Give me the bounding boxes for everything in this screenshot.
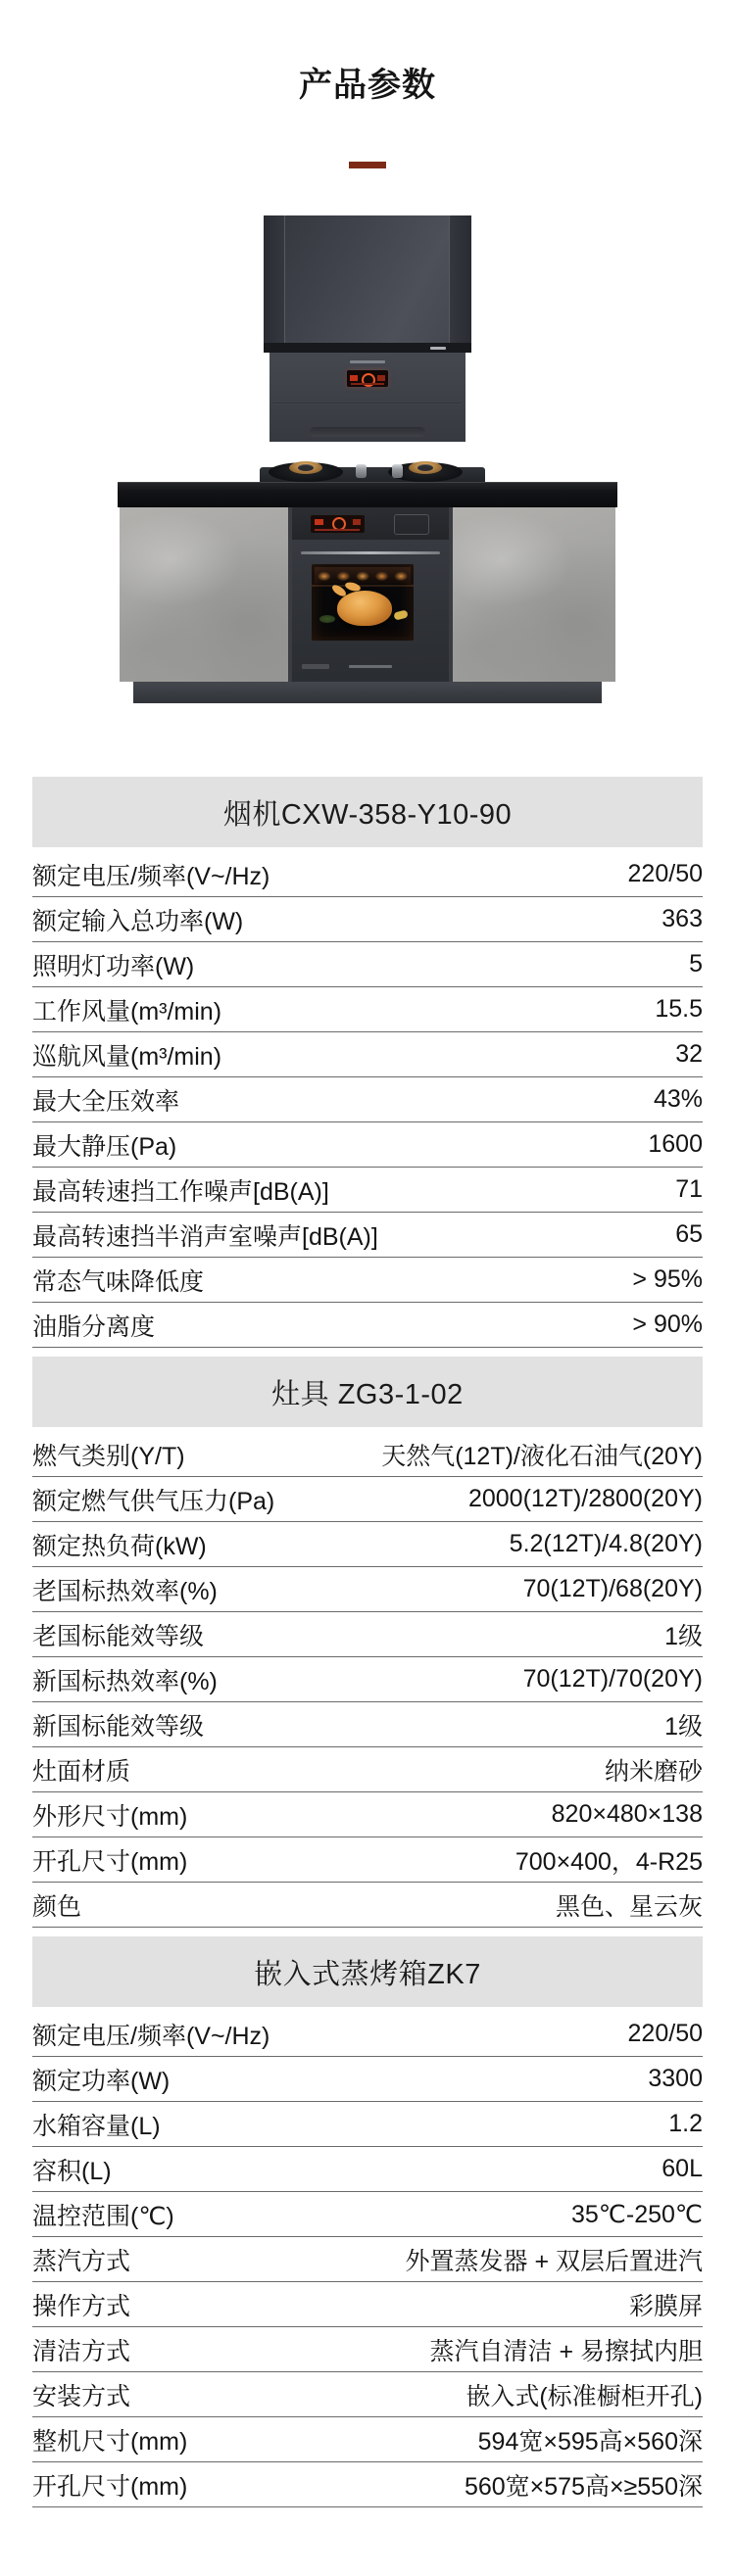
burner-cap xyxy=(417,464,433,471)
spec-row xyxy=(32,1567,703,1612)
spec-row xyxy=(32,1303,703,1348)
spec-row xyxy=(32,897,703,942)
spec-rows xyxy=(32,847,703,1348)
hood-logo-mark xyxy=(350,360,385,363)
spec-value: 594宽×595高×560深 xyxy=(477,2427,703,2456)
spec-label: 老国标热效率(%) xyxy=(32,1577,218,1605)
spec-label: 常态气味降低度 xyxy=(32,1267,205,1296)
range-hood-image xyxy=(264,215,471,442)
oven-display-digits-right xyxy=(353,519,361,525)
spec-label: 新国标热效率(%) xyxy=(32,1667,218,1695)
spec-label: 蒸汽方式 xyxy=(32,2247,131,2275)
cabinet-door-left xyxy=(120,507,288,682)
spec-label: 工作风量(m³/min) xyxy=(32,997,222,1026)
spec-label: 额定燃气供气压力(Pa) xyxy=(32,1487,275,1515)
spec-row xyxy=(32,2102,703,2147)
oven-window xyxy=(312,564,414,641)
island-plinth xyxy=(133,682,602,703)
spec-value: 43% xyxy=(653,1085,703,1113)
spec-value: 纳米磨砂 xyxy=(604,1757,703,1786)
spec-table-steam-oven xyxy=(32,1936,703,2507)
spec-label: 额定电压/频率(V~/Hz) xyxy=(32,2022,270,2050)
burner-left xyxy=(269,453,343,482)
spec-value: 820×480×138 xyxy=(551,1800,703,1828)
hood-indicator-light xyxy=(430,347,446,350)
spec-label: 最大全压效率 xyxy=(32,1087,180,1116)
spec-label: 最高转速挡半消声室噪声[dB(A)] xyxy=(32,1222,378,1251)
spec-row xyxy=(32,1747,703,1792)
oven-power-button xyxy=(394,514,429,535)
spec-label: 新国标能效等级 xyxy=(32,1712,205,1741)
spec-label: 整机尺寸(mm) xyxy=(32,2427,188,2456)
built-in-oven xyxy=(292,507,449,682)
oven-warning-label xyxy=(302,664,329,669)
spec-label: 安装方式 xyxy=(32,2382,131,2410)
spec-row xyxy=(32,942,703,987)
spec-row xyxy=(32,1883,703,1928)
spec-row xyxy=(32,1837,703,1883)
spec-row xyxy=(32,2327,703,2372)
hood-display-bar xyxy=(351,383,384,385)
page-title: 产品参数 xyxy=(299,67,436,104)
island-image xyxy=(118,482,617,705)
title-divider xyxy=(349,162,386,168)
spec-row xyxy=(32,1258,703,1303)
spec-row xyxy=(32,852,703,897)
spec-label: 额定电压/频率(V~/Hz) xyxy=(32,862,270,890)
spec-value: 天然气(12T)/液化石油气(20Y) xyxy=(381,1442,703,1470)
oven-handle xyxy=(301,551,440,554)
spec-label: 油脂分离度 xyxy=(32,1312,156,1341)
spec-label: 巡航风量(m³/min) xyxy=(32,1042,222,1071)
spec-label: 开孔尺寸(mm) xyxy=(32,1847,188,1876)
spec-row xyxy=(32,2372,703,2417)
spec-value: 1.2 xyxy=(668,2110,703,2137)
spec-value: 1600 xyxy=(648,1130,703,1158)
hood-right-column xyxy=(449,215,471,343)
control-knob xyxy=(392,464,403,478)
spec-rows xyxy=(32,1427,703,1928)
spec-row xyxy=(32,2057,703,2102)
spec-value: 35℃-250℃ xyxy=(571,2200,703,2228)
spec-rows xyxy=(32,2007,703,2507)
spec-value: 3300 xyxy=(648,2065,703,2092)
spec-label: 最高转速挡工作噪声[dB(A)] xyxy=(32,1177,329,1206)
spec-label: 清洁方式 xyxy=(32,2337,131,2365)
spec-row xyxy=(32,1432,703,1477)
spec-value: 220/50 xyxy=(627,860,703,887)
spec-label: 照明灯功率(W) xyxy=(32,952,195,980)
spec-value: 70(12T)/70(20Y) xyxy=(522,1665,703,1693)
product-figure xyxy=(0,215,735,705)
spec-row xyxy=(32,1168,703,1213)
spec-row xyxy=(32,1522,703,1567)
cabinet-door-right xyxy=(453,507,615,682)
spec-label: 燃气类别(Y/T) xyxy=(32,1442,185,1470)
spec-row xyxy=(32,2237,703,2282)
hood-body xyxy=(270,353,466,442)
spec-label: 容积(L) xyxy=(32,2157,112,2185)
spec-row xyxy=(32,987,703,1032)
spec-label: 额定功率(W) xyxy=(32,2067,171,2095)
spec-label: 温控范围(℃) xyxy=(32,2202,174,2230)
spec-label: 老国标能效等级 xyxy=(32,1622,205,1650)
spec-row xyxy=(32,2282,703,2327)
spec-label: 外形尺寸(mm) xyxy=(32,1802,188,1831)
oven-window-glow xyxy=(312,564,414,641)
spec-value: > 90% xyxy=(632,1311,703,1338)
spec-value: 2000(12T)/2800(20Y) xyxy=(467,1485,703,1512)
spec-row xyxy=(32,1792,703,1837)
hood-display xyxy=(347,370,388,387)
spec-label: 额定输入总功率(W) xyxy=(32,907,244,935)
spec-value: 黑色、星云灰 xyxy=(555,1892,703,1921)
hood-display-digits-right xyxy=(377,375,385,381)
cabinet-area xyxy=(120,507,615,682)
spec-row xyxy=(32,1477,703,1522)
spec-label: 操作方式 xyxy=(32,2292,131,2320)
spec-row xyxy=(32,2192,703,2237)
oven-door xyxy=(292,540,449,682)
spec-label: 颜色 xyxy=(32,1892,82,1921)
spec-value: 彩膜屏 xyxy=(628,2292,703,2320)
spec-value: 70(12T)/68(20Y) xyxy=(522,1575,703,1602)
spec-row xyxy=(32,2147,703,2192)
spec-value: 700×400，4-R25 xyxy=(514,1847,703,1876)
table-title: 烟机CXW-358-Y10-90 xyxy=(32,777,703,847)
oven-display-bar xyxy=(315,529,360,531)
spec-value: 嵌入式(标准橱柜开孔) xyxy=(466,2382,703,2410)
table-title: 灶具 ZG3-1-02 xyxy=(32,1357,703,1427)
spec-row xyxy=(32,1122,703,1168)
spec-value: 32 xyxy=(675,1040,703,1068)
spec-row xyxy=(32,2012,703,2057)
spec-row xyxy=(32,1657,703,1702)
spec-value: 220/50 xyxy=(627,2020,703,2047)
spec-label: 最大静压(Pa) xyxy=(32,1132,177,1161)
spec-value: 363 xyxy=(662,905,703,932)
spec-table-hood xyxy=(32,777,703,1348)
spec-table-stove xyxy=(32,1357,703,1928)
spec-value: 560宽×575高×≥550深 xyxy=(464,2472,703,2501)
spec-value: > 95% xyxy=(632,1265,703,1293)
spec-label: 灶面材质 xyxy=(32,1757,131,1786)
hood-display-digits-left xyxy=(350,375,358,381)
table-title: 嵌入式蒸烤箱ZK7 xyxy=(32,1936,703,2007)
spec-label: 开孔尺寸(mm) xyxy=(32,2472,188,2501)
spec-row xyxy=(32,2417,703,2462)
spec-row xyxy=(32,1213,703,1258)
spec-row xyxy=(32,1612,703,1657)
control-knob xyxy=(356,464,367,478)
spec-row xyxy=(32,1702,703,1747)
spec-row xyxy=(32,1032,703,1077)
oven-logo-mark xyxy=(349,665,392,668)
hood-glass-panel xyxy=(264,215,471,343)
spec-value: 蒸汽自清洁 + 易擦拭内胆 xyxy=(429,2337,703,2365)
hood-left-column xyxy=(264,215,285,343)
oven-control-panel xyxy=(292,507,449,540)
spec-value: 15.5 xyxy=(655,995,703,1023)
spec-value: 1级 xyxy=(664,1712,703,1741)
hood-vent-slot xyxy=(310,427,425,437)
hood-bottom-strip xyxy=(264,343,471,353)
oven-display xyxy=(311,515,365,533)
countertop xyxy=(118,482,617,507)
spec-value: 5 xyxy=(689,950,703,978)
spec-value: 65 xyxy=(675,1220,703,1248)
spec-label: 额定热负荷(kW) xyxy=(32,1532,207,1560)
spec-value: 1级 xyxy=(664,1622,703,1650)
spec-value: 5.2(12T)/4.8(20Y) xyxy=(509,1530,703,1557)
spec-row xyxy=(32,2462,703,2507)
spec-label: 水箱容量(L) xyxy=(32,2112,161,2140)
spec-value: 60L xyxy=(662,2155,703,2182)
spec-row xyxy=(32,1077,703,1122)
oven-display-digits-left xyxy=(315,519,323,525)
spec-value: 71 xyxy=(675,1175,703,1203)
burner-cap xyxy=(298,464,314,471)
hood-groove-line xyxy=(273,403,462,405)
spec-value: 外置蒸发器 + 双层后置进汽 xyxy=(405,2247,703,2275)
